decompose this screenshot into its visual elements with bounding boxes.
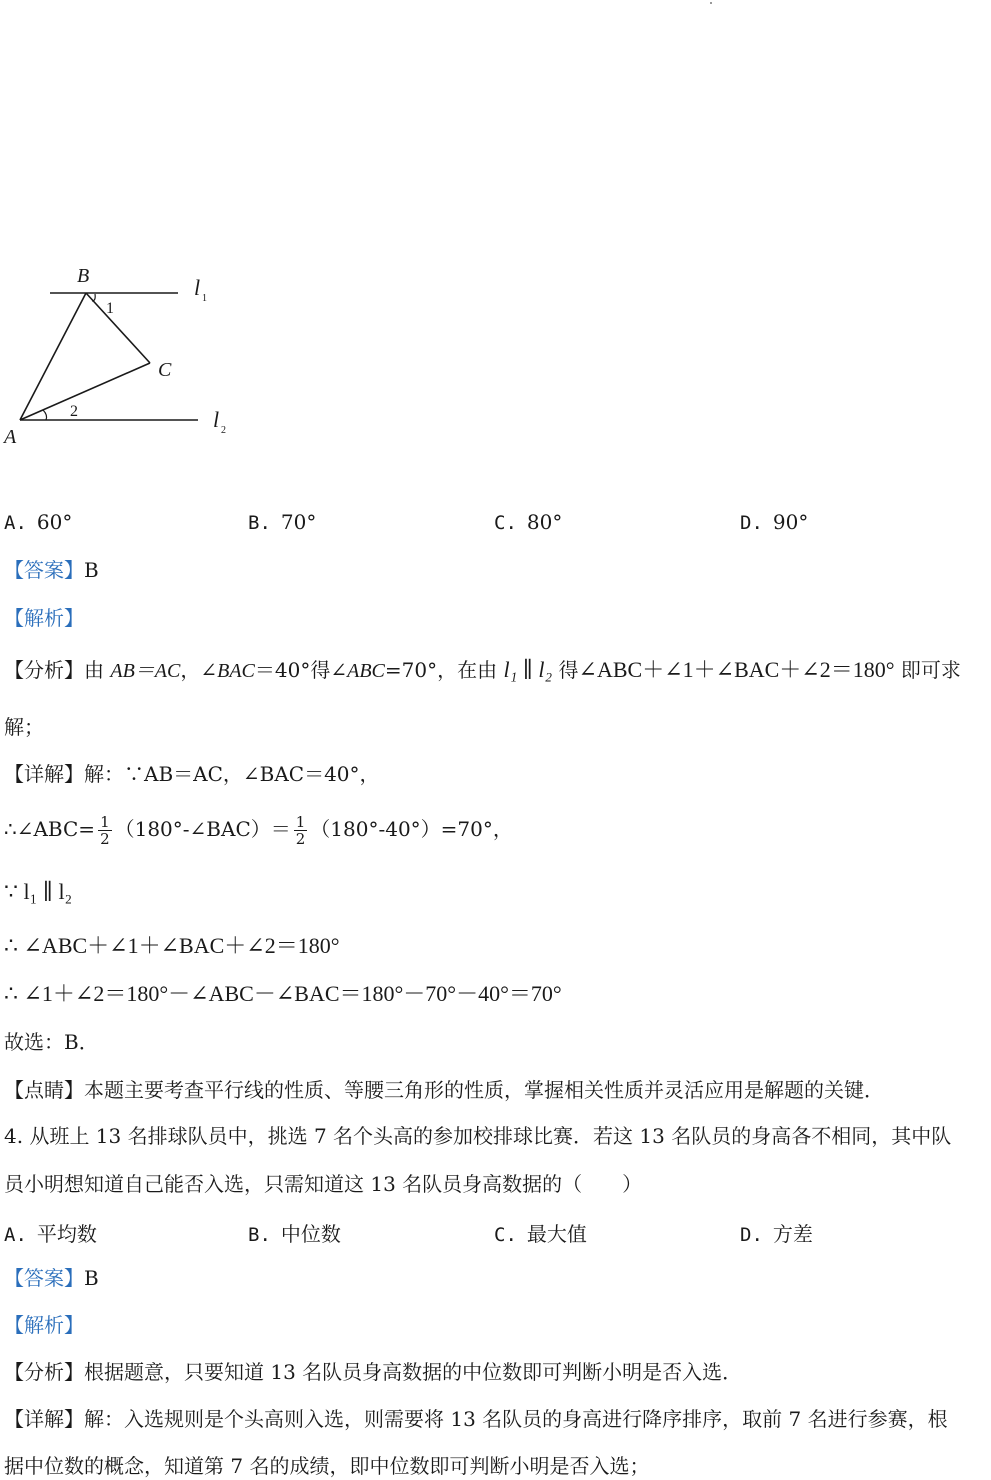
fenxi-ab-ac: AB＝AC — [110, 660, 181, 682]
fenxi-text: 解； — [4, 715, 44, 739]
xiangjie-text: 解：入选规则是个头高则入选，则需要将 13 名队员的身高进行降序排序，取前 7 名进行参赛，根 — [84, 1407, 948, 1431]
label-l1-sub: 1 — [202, 293, 207, 304]
label-angle1: 1 — [106, 300, 114, 317]
option-text: 60° — [36, 510, 73, 534]
fenxi-bac: BAC — [217, 660, 255, 682]
q4-fenxi — [4, 1358, 742, 1386]
choose-text: 故选：B． — [4, 1030, 99, 1054]
scan-speck — [710, 2, 712, 4]
fenxi-text: ，∠ — [180, 658, 218, 682]
option-letter: D. — [740, 1224, 763, 1246]
fenxi-abc: ABC — [347, 660, 385, 682]
option-text: 方差 — [772, 1222, 813, 1246]
xiangjie-text: 解：∵AB＝AC，∠BAC＝40°， — [84, 762, 380, 786]
fenxi-tag: 【分析】 — [4, 658, 84, 682]
fenxi-tag: 【分析】 — [4, 1360, 84, 1384]
angle2-arc — [43, 410, 47, 420]
q4-option-b[interactable] — [248, 1218, 341, 1247]
xiangjie-text: 据中位数的概念，知道第 7 名的成绩，即中位数即可判断小明是否入选； — [4, 1454, 650, 1478]
fraction-numerator: 1 — [295, 813, 306, 831]
q3-option-d[interactable] — [740, 510, 808, 534]
label-a: A — [4, 426, 17, 448]
fraction-denominator: 2 — [100, 830, 110, 848]
fenxi-text: =70°，在由 — [384, 658, 498, 682]
fraction-half — [98, 814, 112, 847]
step-text: ∴∠ABC= — [4, 817, 96, 841]
answer-tag: 【答案】 — [4, 558, 84, 582]
q3-analysis-heading — [4, 604, 84, 632]
dianjing-tag: 【点睛】 — [4, 1078, 84, 1102]
q4-xiangjie — [4, 1405, 948, 1433]
q3-option-a[interactable] — [4, 510, 72, 534]
q3-xiangjie — [4, 760, 380, 788]
option-text: 平均数 — [36, 1222, 97, 1246]
q4-xiangjie-cont — [4, 1452, 649, 1480]
step-text: （180°-40°）=70°， — [310, 817, 513, 841]
label-b: B — [77, 265, 90, 287]
q3-step2 — [4, 814, 513, 847]
fenxi-text: ＝40°得∠ — [254, 658, 348, 682]
fenxi-text: 即可求 — [900, 658, 961, 682]
q3-dianjing — [4, 1076, 884, 1104]
geometry-figure — [0, 255, 260, 455]
fenxi-equation: ∠ABC＋∠1＋∠BAC＋∠2＝180° — [578, 657, 895, 682]
option-text: 中位数 — [280, 1222, 341, 1246]
q4-option-d[interactable] — [740, 1218, 813, 1247]
fraction-numerator: 1 — [100, 813, 110, 831]
q3-fenxi — [4, 656, 961, 685]
option-text: 80° — [526, 510, 563, 534]
segment-bc — [86, 293, 150, 363]
label-c: C — [158, 359, 172, 381]
fraction-half — [294, 814, 308, 847]
answer-value: B — [84, 1266, 99, 1290]
fenxi-text: 由 — [84, 658, 104, 682]
step-text: ∴ ∠ABC＋∠1＋∠BAC＋∠2＝180° — [4, 933, 340, 958]
q3-option-c[interactable] — [494, 510, 562, 534]
step-text: ∵ l₁ ∥ l₂ — [4, 879, 73, 904]
option-text: 最大值 — [526, 1222, 587, 1246]
q3-step4 — [4, 932, 340, 960]
label-angle2: 2 — [70, 403, 78, 420]
question-text: 员小明想知道自己能否入选，只需知道这 13 名队员身高数据的（ ） — [4, 1172, 643, 1196]
option-letter: B. — [248, 512, 271, 534]
xiangjie-tag: 【详解】 — [4, 762, 84, 786]
option-letter: C. — [494, 512, 517, 534]
q4-answer — [4, 1264, 99, 1292]
xiangjie-tag: 【详解】 — [4, 1407, 84, 1431]
label-l2-sub: 2 — [221, 425, 226, 436]
option-letter: A. — [4, 512, 27, 534]
q3-option-b[interactable] — [248, 510, 316, 534]
segment-ac — [20, 363, 150, 420]
segment-ab — [20, 293, 86, 420]
dianjing-text: 本题主要考查平行线的性质、等腰三角形的性质，掌握相关性质并灵活应用是解题的关键． — [84, 1078, 884, 1102]
label-l1: l — [194, 275, 201, 300]
option-letter: B. — [248, 1224, 271, 1246]
fenxi-text: 得 — [558, 658, 579, 682]
step-text: （180°-∠BAC）＝ — [114, 817, 291, 841]
q3-choose — [4, 1028, 99, 1056]
question-text: 4. 从班上 13 名排球队员中，挑选 7 名个头高的参加校排球比赛．若这 13 名队员的身高各不相同，其中队 — [4, 1124, 952, 1148]
option-letter: A. — [4, 1224, 27, 1246]
option-letter: D. — [740, 512, 763, 534]
fraction-denominator: 2 — [295, 830, 306, 848]
q3-step5 — [4, 980, 562, 1008]
fenxi-parallel: l₁ ∥ l₂ — [503, 657, 553, 682]
q3-answer — [4, 556, 99, 584]
q3-fenxi-cont — [4, 713, 44, 741]
option-text: 70° — [280, 510, 317, 534]
option-text: 90° — [772, 510, 809, 534]
step-text: ∴ ∠1＋∠2＝180°－∠ABC－∠BAC＝180°－70°－40°＝70° — [4, 981, 562, 1006]
analysis-tag: 【解析】 — [4, 606, 84, 630]
q4-analysis-heading — [4, 1311, 84, 1339]
option-letter: C. — [494, 1224, 517, 1246]
q3-step3 — [4, 878, 72, 906]
q4-option-c[interactable] — [494, 1218, 587, 1247]
fenxi-text: 根据题意，只要知道 13 名队员身高数据的中位数即可判断小明是否入选． — [84, 1360, 743, 1384]
analysis-tag: 【解析】 — [4, 1313, 84, 1337]
label-l2: l — [213, 407, 220, 432]
q4-stem-line2 — [4, 1170, 642, 1198]
q4-stem-line1 — [4, 1122, 951, 1150]
answer-tag: 【答案】 — [4, 1266, 84, 1290]
q4-option-a[interactable] — [4, 1218, 97, 1247]
answer-value: B — [84, 558, 99, 582]
